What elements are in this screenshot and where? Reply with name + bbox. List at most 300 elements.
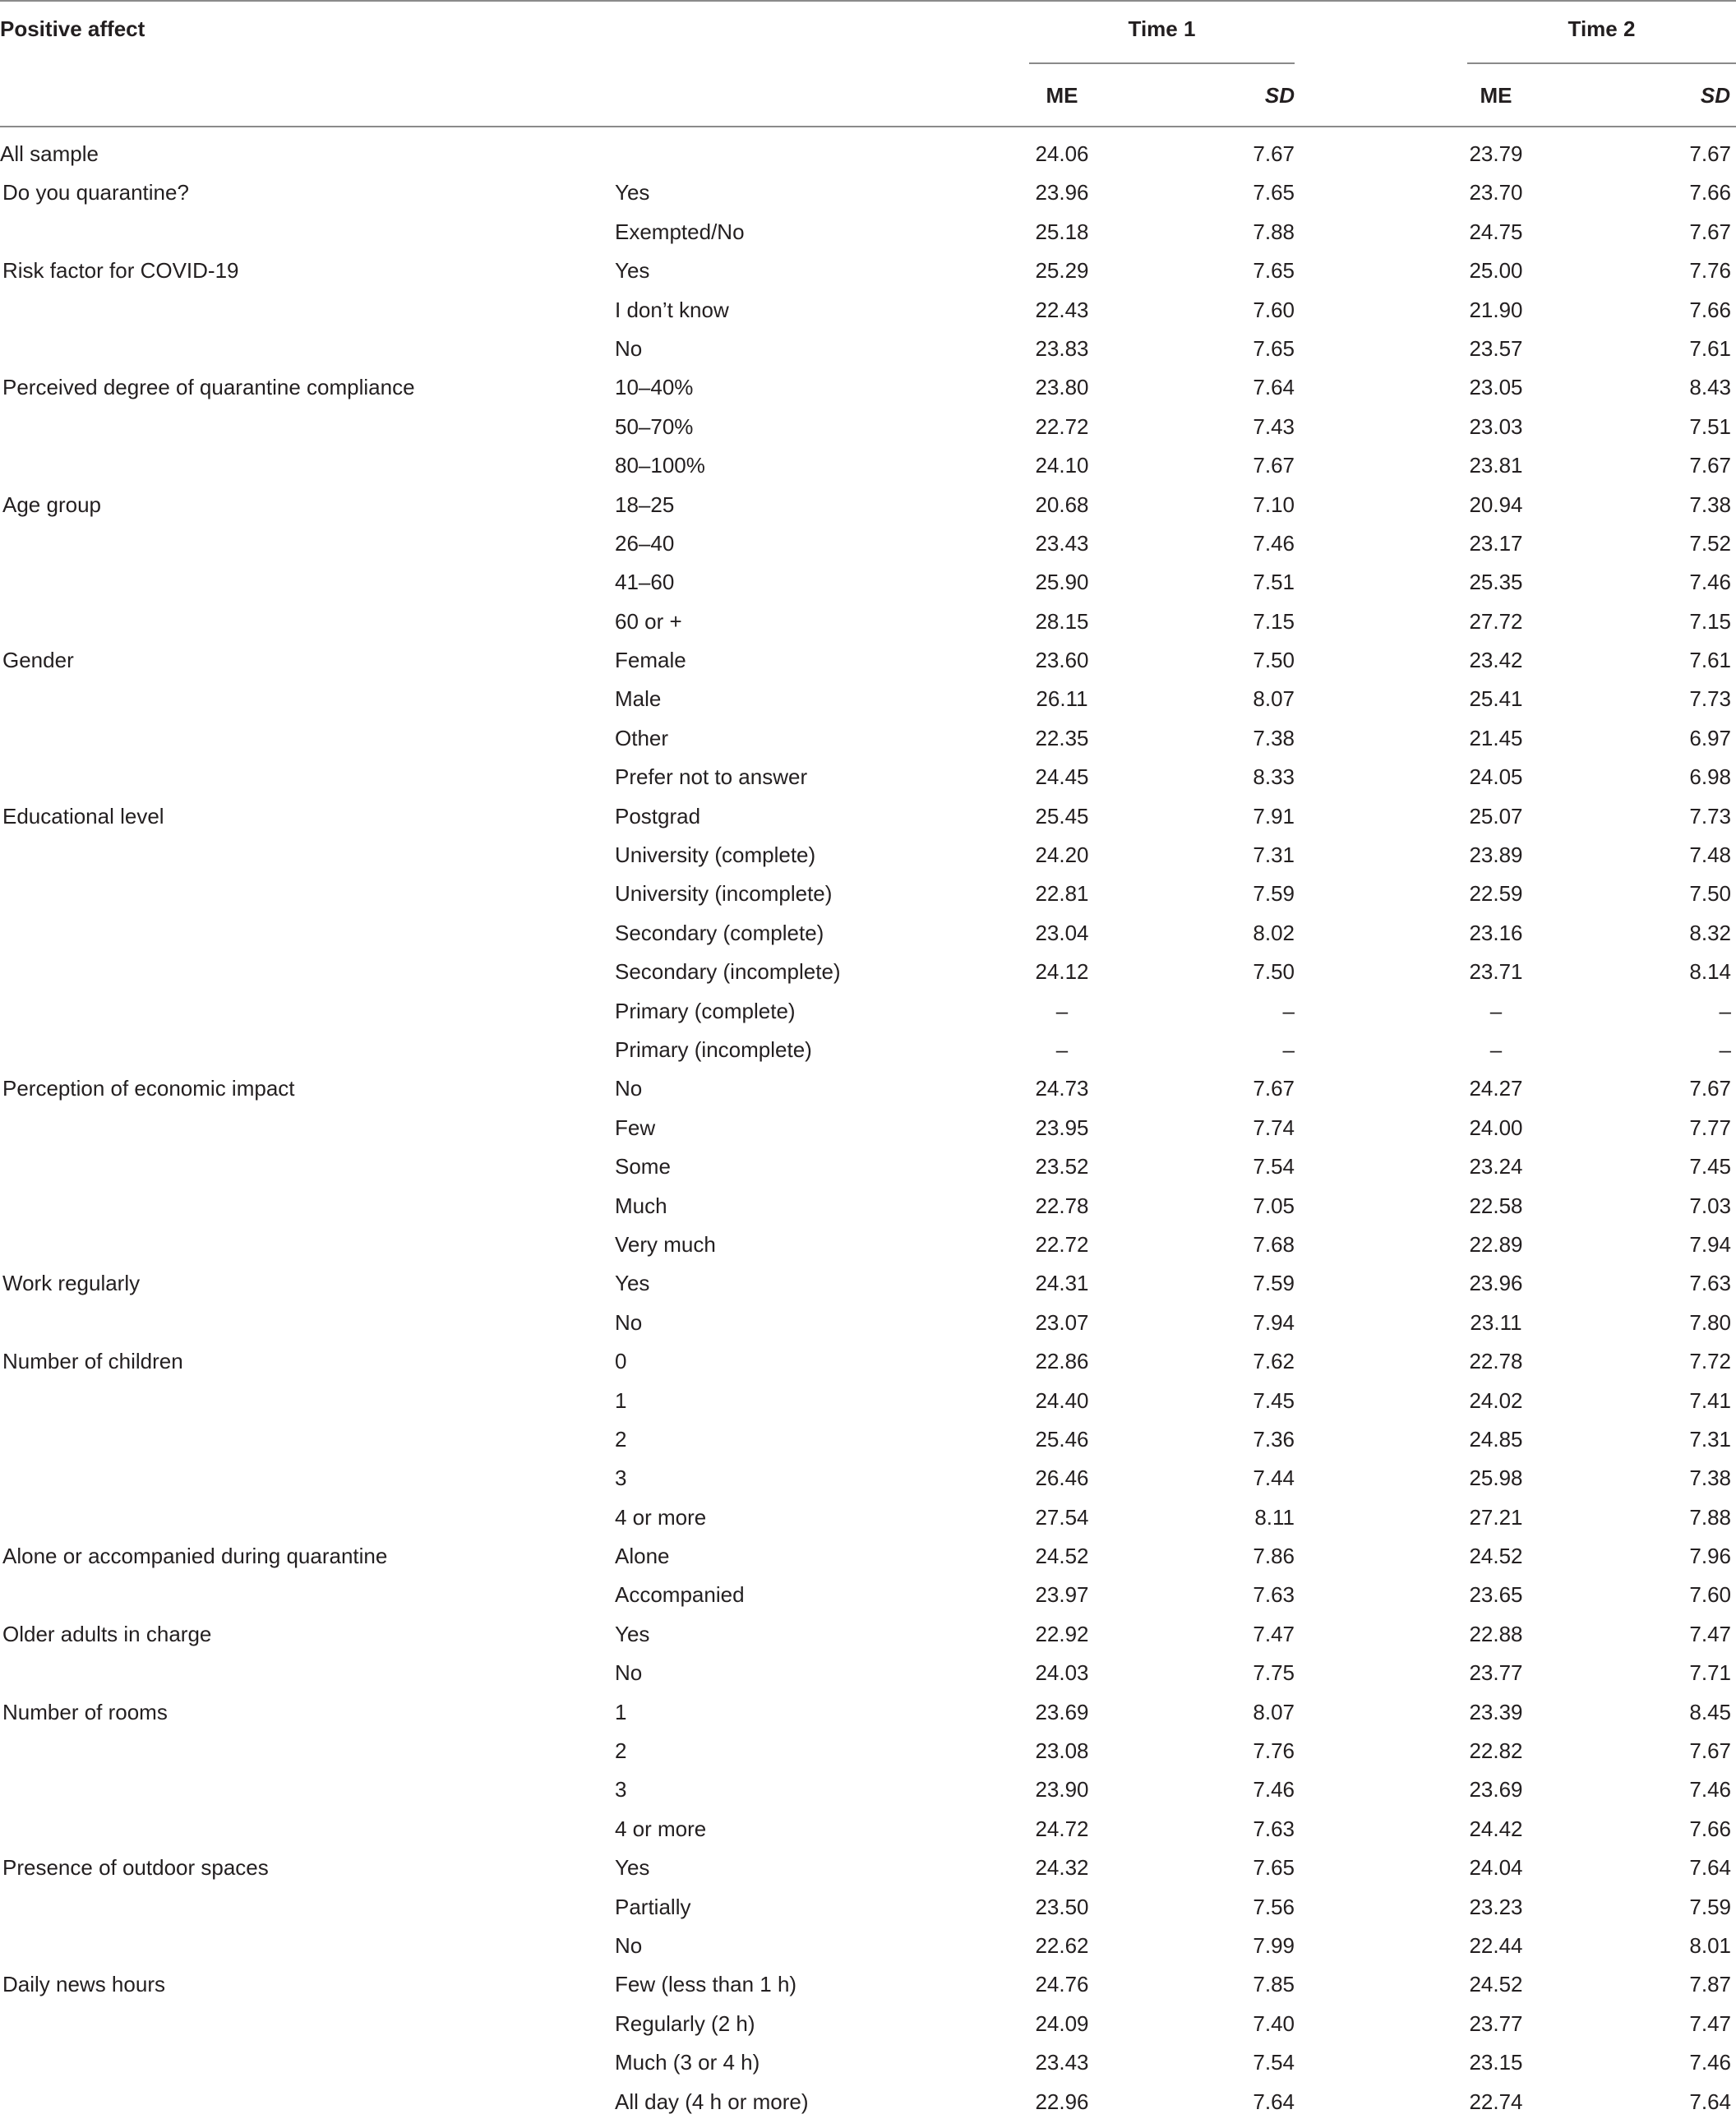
- row-category-label: Few (less than 1 h): [615, 1972, 797, 1997]
- table-row: [0, 1427, 1736, 1466]
- row-sd-time2: 7.38: [1689, 492, 1731, 517]
- row-me-time2: 24.27: [1469, 1076, 1523, 1101]
- row-category-label: Female: [615, 648, 686, 673]
- table-row: [0, 686, 1736, 725]
- table-row: [0, 1582, 1736, 1621]
- row-variable-label: Educational level: [2, 803, 164, 829]
- table-row: [0, 1115, 1736, 1154]
- table-row: [0, 1855, 1736, 1894]
- row-sd-time1: 7.43: [1253, 413, 1295, 439]
- row-category-label: 3: [615, 1777, 627, 1803]
- row-category-label: No: [615, 1932, 643, 1958]
- row-me-time1: 24.20: [1035, 842, 1089, 868]
- row-variable-label: Presence of outdoor spaces: [2, 1855, 269, 1881]
- row-me-time2: 25.00: [1469, 258, 1523, 284]
- row-category-label: Yes: [615, 1271, 650, 1296]
- row-me-time1: –: [1055, 998, 1069, 1023]
- row-category-label: Exempted/No: [615, 219, 745, 244]
- row-sd-time2: –: [1719, 998, 1731, 1023]
- table-row: [0, 1310, 1736, 1349]
- table-row: [0, 1777, 1736, 1816]
- row-me-time2: 23.81: [1469, 453, 1523, 478]
- row-sd-time2: 7.63: [1689, 1271, 1731, 1296]
- row-me-time2: 23.42: [1469, 648, 1523, 673]
- table-row: [0, 375, 1736, 413]
- row-me-time2: 23.17: [1469, 530, 1523, 556]
- row-category-label: 1: [615, 1699, 627, 1724]
- row-me-time2: 27.72: [1469, 608, 1523, 634]
- row-me-time2: 23.96: [1469, 1271, 1523, 1296]
- row-sd-time2: 7.87: [1689, 1972, 1731, 1997]
- row-sd-time1: 7.38: [1253, 725, 1295, 750]
- row-category-label: 1: [615, 1387, 627, 1413]
- row-sd-time1: 7.67: [1253, 1076, 1295, 1101]
- row-me-time1: 22.72: [1035, 413, 1089, 439]
- row-me-time1: 24.72: [1035, 1816, 1089, 1841]
- row-sd-time2: 7.60: [1689, 1582, 1731, 1608]
- row-category-label: 3: [615, 1466, 627, 1491]
- row-category-label: 41–60: [615, 570, 675, 595]
- row-category-label: Primary (incomplete): [615, 1036, 812, 1062]
- row-sd-time2: 7.73: [1689, 803, 1731, 829]
- row-sd-time1: 8.07: [1253, 1699, 1295, 1724]
- row-sd-time1: 7.65: [1253, 180, 1295, 205]
- table-row: [0, 570, 1736, 608]
- table-row: [0, 1700, 1736, 1738]
- row-sd-time2: 7.67: [1689, 1738, 1731, 1764]
- row-category-label: Male: [615, 686, 662, 712]
- row-variable-label: Perceived degree of quarantine compliance: [2, 375, 415, 400]
- row-variable-label: Do you quarantine?: [2, 180, 189, 205]
- row-me-time1: 24.03: [1035, 1660, 1089, 1686]
- row-sd-time1: 7.76: [1253, 1738, 1295, 1764]
- row-sd-time1: 7.56: [1253, 1894, 1295, 1919]
- row-sd-time1: 7.50: [1253, 959, 1295, 985]
- row-me-time2: 21.45: [1469, 725, 1523, 750]
- row-me-time1: 23.43: [1035, 530, 1089, 556]
- row-sd-time1: 7.31: [1253, 842, 1295, 868]
- row-me-time1: 24.73: [1035, 1076, 1089, 1101]
- table-row: [0, 764, 1736, 803]
- row-category-label: Very much: [615, 1231, 716, 1257]
- row-me-time1: 24.10: [1035, 453, 1089, 478]
- row-sd-time2: 7.03: [1689, 1193, 1731, 1218]
- row-sd-time2: 7.73: [1689, 686, 1731, 712]
- time2-group-rule: [1467, 62, 1736, 64]
- row-me-time2: –: [1489, 998, 1503, 1023]
- row-sd-time2: 7.64: [1689, 2089, 1731, 2114]
- row-me-time2: 23.24: [1469, 1154, 1523, 1179]
- row-sd-time1: 7.54: [1253, 2050, 1295, 2075]
- row-sd-time2: 7.94: [1689, 1231, 1731, 1257]
- row-category-label: Yes: [615, 1621, 650, 1646]
- row-sd-time1: 7.65: [1253, 335, 1295, 361]
- row-sd-time2: 7.71: [1689, 1660, 1731, 1686]
- row-category-label: No: [615, 1076, 643, 1101]
- row-sd-time2: 7.41: [1689, 1387, 1731, 1413]
- row-me-time1: 23.43: [1035, 2050, 1089, 2075]
- row-sd-time1: 7.67: [1253, 453, 1295, 478]
- row-me-time1: 22.43: [1035, 297, 1089, 322]
- row-me-time1: 23.95: [1035, 1115, 1089, 1140]
- row-category-label: 80–100%: [615, 453, 705, 478]
- row-me-time1: 22.96: [1035, 2089, 1089, 2114]
- row-sd-time1: 7.59: [1253, 881, 1295, 907]
- row-sd-time2: 7.67: [1689, 219, 1731, 244]
- row-sd-time2: 7.48: [1689, 842, 1731, 868]
- row-sd-time1: 7.64: [1253, 375, 1295, 400]
- row-sd-time2: 6.97: [1689, 725, 1731, 750]
- row-me-time1: 23.83: [1035, 335, 1089, 361]
- row-category-label: University (complete): [615, 842, 816, 868]
- row-me-time1: 27.54: [1035, 1504, 1089, 1530]
- table-row: [0, 999, 1736, 1037]
- row-category-label: Partially: [615, 1894, 691, 1919]
- row-me-time2: 24.42: [1469, 1816, 1523, 1841]
- row-category-label: 4 or more: [615, 1504, 707, 1530]
- table-row: [0, 609, 1736, 648]
- row-sd-time2: 7.64: [1689, 1855, 1731, 1881]
- row-sd-time1: 7.50: [1253, 648, 1295, 673]
- row-me-time1: 23.52: [1035, 1154, 1089, 1179]
- row-me-time2: 22.82: [1469, 1738, 1523, 1764]
- header-sd-time1: SD: [1264, 83, 1295, 108]
- row-me-time1: 23.04: [1035, 920, 1089, 945]
- row-sd-time1: 7.62: [1253, 1349, 1295, 1374]
- row-variable-label: Risk factor for COVID-19: [2, 258, 239, 284]
- row-category-label: 26–40: [615, 530, 675, 556]
- row-sd-time1: 7.65: [1253, 258, 1295, 284]
- row-sd-time1: 7.05: [1253, 1193, 1295, 1218]
- table-row: [0, 1544, 1736, 1582]
- row-sd-time2: 8.01: [1689, 1932, 1731, 1958]
- row-me-time2: 22.78: [1469, 1349, 1523, 1374]
- header-time1: Time 1: [1128, 16, 1196, 41]
- table-row: [0, 298, 1736, 336]
- row-category-label: Much (3 or 4 h): [615, 2050, 760, 2075]
- row-sd-time2: 7.67: [1689, 141, 1731, 166]
- row-me-time2: 23.71: [1469, 959, 1523, 985]
- row-sd-time2: 7.61: [1689, 648, 1731, 673]
- row-sd-time2: 7.77: [1689, 1115, 1731, 1140]
- row-me-time1: 22.72: [1035, 1231, 1089, 1257]
- row-sd-time1: 7.75: [1253, 1660, 1295, 1686]
- row-variable-label: Gender: [2, 648, 74, 673]
- row-sd-time2: 7.66: [1689, 297, 1731, 322]
- row-me-time2: 23.79: [1469, 141, 1523, 166]
- row-me-time2: –: [1489, 1036, 1503, 1062]
- row-sd-time1: 7.46: [1253, 530, 1295, 556]
- table-row: [0, 959, 1736, 998]
- row-sd-time1: 8.33: [1253, 764, 1295, 790]
- row-me-time1: 26.46: [1035, 1466, 1089, 1491]
- row-category-label: 2: [615, 1738, 627, 1764]
- row-me-time1: 25.29: [1035, 258, 1089, 284]
- row-category-label: Regularly (2 h): [615, 2010, 755, 2036]
- table-row: [0, 1271, 1736, 1309]
- row-sd-time2: 7.67: [1689, 453, 1731, 478]
- row-sd-time1: 7.63: [1253, 1816, 1295, 1841]
- table-row: [0, 414, 1736, 453]
- table-row: [0, 453, 1736, 492]
- row-me-time1: 25.46: [1035, 1426, 1089, 1452]
- row-variable-label: Age group: [2, 492, 101, 517]
- row-sd-time1: 7.15: [1253, 608, 1295, 634]
- row-sd-time2: 7.67: [1689, 1076, 1731, 1101]
- row-sd-time1: 7.86: [1253, 1544, 1295, 1569]
- row-category-label: Yes: [615, 1855, 650, 1881]
- row-sd-time2: 7.45: [1689, 1154, 1731, 1179]
- row-me-time2: 23.69: [1469, 1777, 1523, 1803]
- row-sd-time2: 7.31: [1689, 1426, 1731, 1452]
- row-variable-label: Older adults in charge: [2, 1621, 212, 1646]
- row-sd-time1: 7.85: [1253, 1972, 1295, 1997]
- row-me-time1: 20.68: [1035, 492, 1089, 517]
- row-me-time1: 24.32: [1035, 1855, 1089, 1881]
- row-me-time1: 26.11: [1036, 686, 1088, 712]
- row-sd-time2: 7.52: [1689, 530, 1731, 556]
- row-sd-time2: 7.76: [1689, 258, 1731, 284]
- row-variable-label: Work regularly: [2, 1271, 141, 1296]
- row-category-label: No: [615, 1309, 643, 1335]
- row-sd-time1: 7.99: [1253, 1932, 1295, 1958]
- row-me-time2: 21.90: [1469, 297, 1523, 322]
- row-category-label: University (incomplete): [615, 881, 833, 907]
- row-me-time1: 24.09: [1035, 2010, 1089, 2036]
- row-category-label: 4 or more: [615, 1816, 707, 1841]
- row-sd-time2: 7.46: [1689, 570, 1731, 595]
- row-me-time1: 23.50: [1035, 1894, 1089, 1919]
- row-sd-time2: 7.46: [1689, 1777, 1731, 1803]
- table-row: [0, 1622, 1736, 1660]
- row-sd-time1: 7.59: [1253, 1271, 1295, 1296]
- table-row: [0, 1972, 1736, 2010]
- table-row: [0, 180, 1736, 219]
- time1-group-rule: [1029, 62, 1295, 64]
- row-me-time2: 24.75: [1469, 219, 1523, 244]
- row-me-time2: 20.94: [1469, 492, 1523, 517]
- row-me-time1: 22.62: [1035, 1932, 1089, 1958]
- row-me-time2: 22.88: [1469, 1621, 1523, 1646]
- row-me-time1: 24.31: [1035, 1271, 1089, 1296]
- row-category-label: Postgrad: [615, 803, 701, 829]
- row-category-label: Other: [615, 725, 669, 750]
- table-top-rule: [0, 0, 1736, 2]
- table-row: [0, 2050, 1736, 2089]
- header-me-time1: ME: [1046, 83, 1078, 108]
- row-sd-time1: 7.36: [1253, 1426, 1295, 1452]
- row-sd-time2: –: [1719, 1036, 1731, 1062]
- row-sd-time1: 7.54: [1253, 1154, 1295, 1179]
- row-sd-time2: 7.50: [1689, 881, 1731, 907]
- row-me-time1: 23.90: [1035, 1777, 1089, 1803]
- row-sd-time2: 7.51: [1689, 413, 1731, 439]
- row-category-label: 2: [615, 1426, 627, 1452]
- table-row: [0, 492, 1736, 531]
- row-me-time1: 23.07: [1035, 1309, 1089, 1335]
- row-me-time1: 24.12: [1035, 959, 1089, 985]
- row-me-time1: 22.35: [1035, 725, 1089, 750]
- row-sd-time1: 7.67: [1253, 141, 1295, 166]
- row-me-time2: 27.21: [1469, 1504, 1523, 1530]
- row-category-label: Secondary (incomplete): [615, 959, 841, 985]
- row-sd-time2: 7.80: [1689, 1309, 1731, 1335]
- row-sd-time1: 7.68: [1253, 1231, 1295, 1257]
- row-sd-time1: 7.40: [1253, 2010, 1295, 2036]
- table-row: [0, 881, 1736, 920]
- row-sd-time2: 7.46: [1689, 2050, 1731, 2075]
- row-me-time1: –: [1055, 1036, 1069, 1062]
- row-me-time1: 24.52: [1035, 1544, 1089, 1569]
- row-me-time1: 23.96: [1035, 180, 1089, 205]
- table-row: [0, 1738, 1736, 1777]
- table-row: [0, 219, 1736, 258]
- header-time2: Time 2: [1567, 16, 1636, 41]
- row-category-label: Accompanied: [615, 1582, 745, 1608]
- row-category-label: Much: [615, 1193, 667, 1218]
- row-sd-time1: 7.45: [1253, 1387, 1295, 1413]
- table-row: [0, 1660, 1736, 1699]
- row-me-time1: 23.60: [1035, 648, 1089, 673]
- row-sd-time2: 7.15: [1689, 608, 1731, 634]
- row-sd-time1: 8.11: [1254, 1504, 1295, 1530]
- row-sd-time1: –: [1282, 998, 1295, 1023]
- row-sd-time2: 8.14: [1689, 959, 1731, 985]
- row-sd-time2: 7.72: [1689, 1349, 1731, 1374]
- row-sd-time2: 7.47: [1689, 1621, 1731, 1646]
- row-sd-time2: 7.66: [1689, 1816, 1731, 1841]
- table-row: [0, 1895, 1736, 1933]
- row-sd-time1: 8.02: [1253, 920, 1295, 945]
- row-me-time2: 24.05: [1469, 764, 1523, 790]
- table-row: [0, 141, 1736, 180]
- row-category-label: 18–25: [615, 492, 675, 517]
- row-category-label: Yes: [615, 180, 650, 205]
- row-sd-time1: 7.44: [1253, 1466, 1295, 1491]
- row-me-time2: 25.98: [1469, 1466, 1523, 1491]
- row-sd-time1: 7.60: [1253, 297, 1295, 322]
- row-sd-time2: 7.38: [1689, 1466, 1731, 1491]
- row-sd-time2: 7.88: [1689, 1504, 1731, 1530]
- table-row: [0, 842, 1736, 881]
- row-me-time1: 25.90: [1035, 570, 1089, 595]
- row-me-time1: 23.08: [1035, 1738, 1089, 1764]
- row-sd-time2: 7.96: [1689, 1544, 1731, 1569]
- row-sd-time1: 7.47: [1253, 1621, 1295, 1646]
- row-category-label: 50–70%: [615, 413, 694, 439]
- row-sd-time2: 7.66: [1689, 180, 1731, 205]
- row-sd-time2: 8.32: [1689, 920, 1731, 945]
- row-category-label: Few: [615, 1115, 656, 1140]
- row-me-time1: 24.06: [1035, 141, 1089, 166]
- table-row: [0, 1505, 1736, 1544]
- table-row: [0, 648, 1736, 686]
- row-me-time2: 23.03: [1469, 413, 1523, 439]
- row-me-time1: 22.81: [1035, 881, 1089, 907]
- row-me-time2: 24.02: [1469, 1387, 1523, 1413]
- row-category-label: Yes: [615, 258, 650, 284]
- row-sd-time1: –: [1282, 1036, 1295, 1062]
- row-me-time2: 24.85: [1469, 1426, 1523, 1452]
- header-sd-time2: SD: [1700, 83, 1730, 108]
- row-me-time2: 22.74: [1469, 2089, 1523, 2114]
- row-sd-time1: 7.51: [1253, 570, 1295, 595]
- row-category-label: Prefer not to answer: [615, 764, 808, 790]
- table-row: [0, 1232, 1736, 1271]
- table-row: [0, 1933, 1736, 1972]
- table-row: [0, 1466, 1736, 1504]
- row-variable-label: All sample: [0, 141, 99, 166]
- table-row: [0, 1193, 1736, 1232]
- row-me-time1: 24.76: [1035, 1972, 1089, 1997]
- row-me-time1: 22.86: [1035, 1349, 1089, 1374]
- row-sd-time2: 7.47: [1689, 2010, 1731, 2036]
- row-me-time2: 24.52: [1469, 1972, 1523, 1997]
- row-category-label: Secondary (complete): [615, 920, 824, 945]
- row-me-time2: 22.89: [1469, 1231, 1523, 1257]
- row-category-label: Primary (complete): [615, 998, 796, 1023]
- row-me-time1: 24.40: [1035, 1387, 1089, 1413]
- row-sd-time1: 7.65: [1253, 1855, 1295, 1881]
- table-row: [0, 921, 1736, 959]
- table-row: [0, 1037, 1736, 1076]
- row-category-label: All day (4 h or more): [615, 2089, 809, 2114]
- table-row: [0, 1816, 1736, 1855]
- table-body: [0, 141, 1736, 2128]
- row-me-time2: 22.59: [1469, 881, 1523, 907]
- row-me-time2: 23.39: [1469, 1699, 1523, 1724]
- row-category-label: I don’t know: [615, 297, 729, 322]
- table-row: [0, 2011, 1736, 2050]
- table-row: [0, 1154, 1736, 1193]
- row-me-time1: 25.18: [1035, 219, 1089, 244]
- row-me-time2: 22.44: [1469, 1932, 1523, 1958]
- row-me-time1: 23.69: [1035, 1699, 1089, 1724]
- row-me-time2: 23.05: [1469, 375, 1523, 400]
- row-me-time2: 23.15: [1469, 2050, 1523, 2075]
- row-me-time1: 25.45: [1035, 803, 1089, 829]
- table-row: [0, 258, 1736, 297]
- table-row: [0, 1388, 1736, 1427]
- row-sd-time1: 7.91: [1253, 803, 1295, 829]
- row-sd-time1: 7.94: [1253, 1309, 1295, 1335]
- row-sd-time1: 8.07: [1253, 686, 1295, 712]
- row-me-time2: 23.65: [1469, 1582, 1523, 1608]
- row-sd-time1: 7.46: [1253, 1777, 1295, 1803]
- table-row: [0, 531, 1736, 570]
- row-me-time2: 22.58: [1469, 1193, 1523, 1218]
- row-me-time2: 25.35: [1469, 570, 1523, 595]
- table-row: [0, 1349, 1736, 1387]
- row-variable-label: Perception of economic impact: [2, 1076, 295, 1101]
- table-title: Positive affect: [0, 16, 145, 41]
- row-category-label: 0: [615, 1349, 627, 1374]
- row-me-time2: 25.41: [1469, 686, 1523, 712]
- row-sd-time1: 7.63: [1253, 1582, 1295, 1608]
- row-me-time2: 23.23: [1469, 1894, 1523, 1919]
- row-sd-time2: 8.43: [1689, 375, 1731, 400]
- row-me-time1: 22.92: [1035, 1621, 1089, 1646]
- row-me-time2: 23.57: [1469, 335, 1523, 361]
- table-row: [0, 2089, 1736, 2128]
- row-me-time2: 23.77: [1469, 2010, 1523, 2036]
- table-row: [0, 1076, 1736, 1115]
- row-category-label: No: [615, 335, 643, 361]
- row-variable-label: Number of children: [2, 1349, 183, 1374]
- table-row: [0, 726, 1736, 764]
- row-me-time2: 23.70: [1469, 180, 1523, 205]
- row-variable-label: Number of rooms: [2, 1699, 168, 1724]
